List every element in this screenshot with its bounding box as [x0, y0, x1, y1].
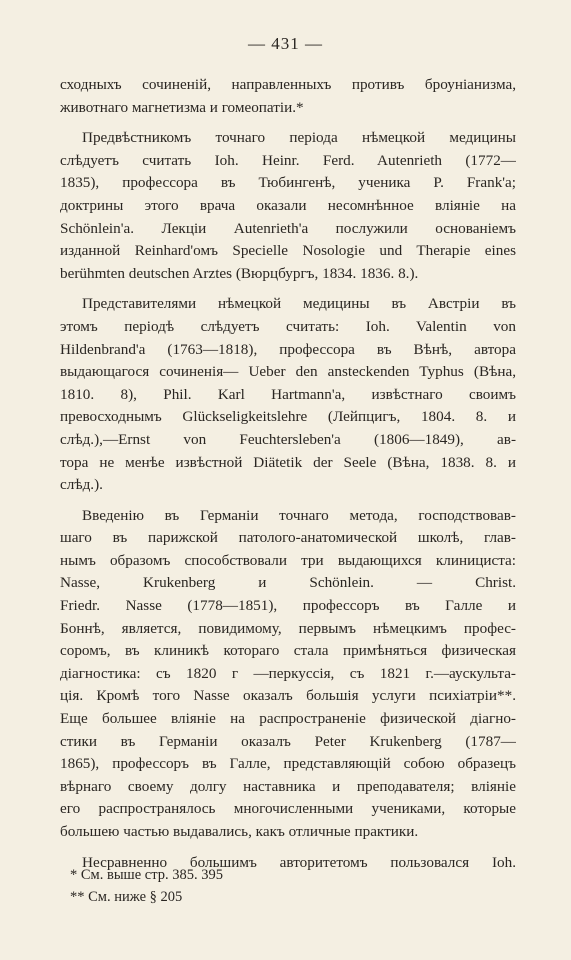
text-line: стики въ Германіи оказалъ Peter Krukenberg (1787—: [60, 732, 516, 750]
page-number: — 431 —: [248, 34, 323, 53]
footnote: ** См. ниже § 205: [70, 889, 183, 905]
text-line: ція. Кромѣ того Nasse оказалъ большія услуги психіатріи**.: [60, 687, 516, 705]
text-line: слѣдуетъ считать Ioh. Heinr. Ferd. Autenrieth (1772—: [60, 151, 516, 169]
text-line: большею частью выдавались, какъ отличные практики.: [60, 823, 419, 840]
text-line: Предвѣстникомъ точнаго періода нѣмецкой медицины: [82, 129, 516, 147]
text-line: Friedr. Nasse (1778—1851), профессоръ въ Галле и: [60, 597, 516, 615]
text-line: 1835), профессора въ Тюбингенѣ, ученика P. Frank'a;: [60, 174, 516, 192]
text-line: изданной Reinhard'омъ Specielle Nosologie und Therapie eines: [60, 242, 516, 260]
text-line: 1865), профессоръ въ Галле, представляющій собою образецъ: [60, 755, 516, 773]
text-line: berühmten deutschen Arztes (Вюрцбургъ, 1834. 1836. 8.).: [60, 264, 419, 282]
paragraph-2: [60, 127, 516, 285]
body-text: [60, 74, 516, 874]
text-line: слѣд.),—Ernst von Feuchtersleben'a (1806—1849), ав-: [60, 430, 516, 448]
text-line: этомъ періодѣ слѣдуетъ считать: Ioh. Valentin von: [60, 317, 516, 335]
text-line: Nasse, Krukenberg и Schönlein. — Christ.: [60, 574, 516, 592]
text-line: Боннѣ, является, повидимому, первымъ нѣмецкимъ профес-: [60, 619, 516, 637]
text-line: соромъ, въ клиникѣ котораго стала примѣняться физическая: [60, 642, 516, 660]
text-line: его распространялось многочисленными учениками, которые: [60, 800, 516, 818]
text-line: слѣд.).: [60, 476, 103, 494]
text-line: превосходнымъ Glückseligkeitslehre (Лейпцигъ, 1804. 8. и: [60, 408, 516, 426]
text-line: тора не менѣе извѣстной Diätetik der Seele (Вѣна, 1838. 8. и: [60, 453, 516, 471]
text-line: Hildenbrand'a (1763—1818), профессора въ Вѣнѣ, автора: [60, 340, 516, 358]
text-line: животнаго магнетизма и гомеопатіи.*: [60, 98, 304, 116]
text-line: выдающагося сочиненія— Ueber den ansteckenden Typhus (Вѣна,: [60, 363, 516, 381]
text-line: шаго въ парижской патолого-анатомической школѣ, глав-: [60, 529, 516, 547]
footnote: * См. выше стр. 385. 395: [70, 867, 223, 883]
text-line: доктрины этого врача оказали несомнѣнное вліяніе на: [60, 196, 516, 214]
footnotes: [70, 864, 490, 908]
paragraph-4: [60, 505, 516, 844]
text-line: 1810. 8), Phil. Karl Hartmann'a, извѣстнаго своимъ: [60, 385, 516, 403]
text-line: сходныхъ сочиненій, направленныхъ противъ броуніанизма,: [60, 76, 516, 93]
paragraph-1: [60, 74, 516, 119]
paragraph-3: [60, 293, 516, 496]
text-line: Schönlein'a. Лекціи Autenrieth'a послужили основаніемъ: [60, 219, 516, 237]
text-line: діагностика: съ 1820 г —перкуссія, съ 1821 г.—аускульта-: [60, 664, 516, 682]
text-line: Введенію въ Германіи точнаго метода, господствовав-: [82, 506, 516, 524]
text-line: вѣрнаго своему долгу наставника и преподавателя; вліяніе: [60, 777, 516, 795]
text-line: нымъ образомъ способствовали три выдающихся клинициста:: [60, 551, 516, 569]
text-line: Несравненно большимъ авторитетомъ пользовался Ioh.: [82, 853, 516, 871]
text-line: Еще большее вліяніе на распространеніе физической діагно-: [60, 710, 516, 728]
text-line: Представителями нѣмецкой медицины въ Австріи въ: [82, 295, 516, 313]
